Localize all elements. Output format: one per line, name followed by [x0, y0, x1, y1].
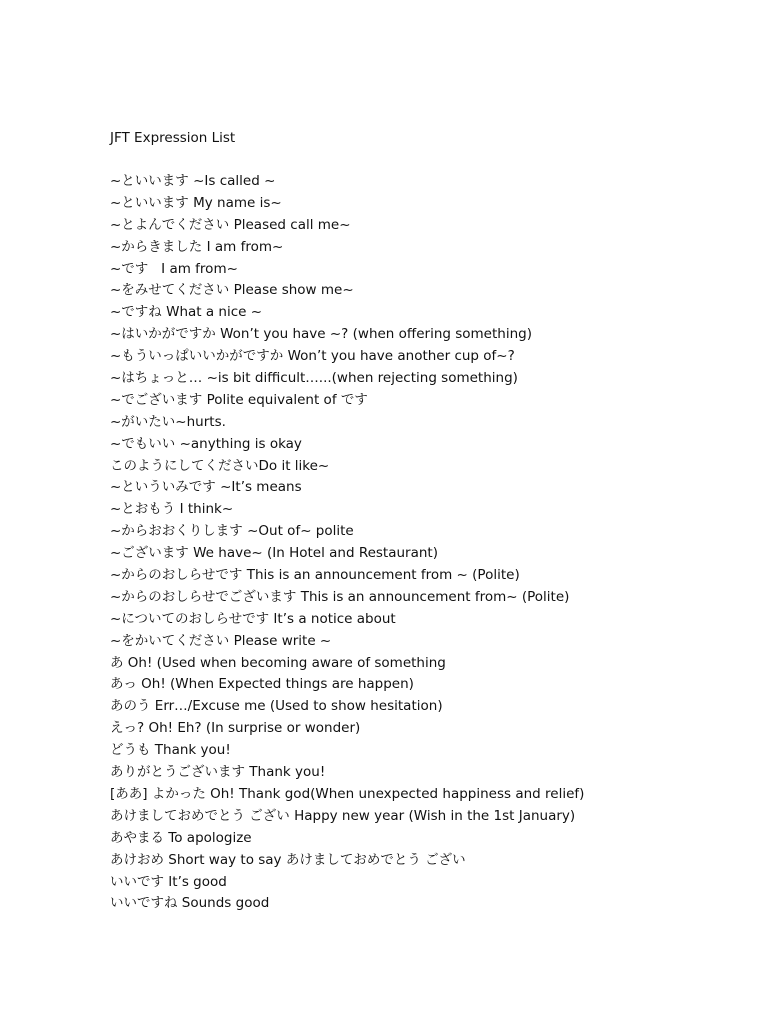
- expression-line: どうも Thank you!: [110, 742, 231, 759]
- expression-line: あのう Err…/Excuse me (Used to show hesitation): [110, 698, 443, 715]
- expression-line: ~についてのおしらせです It’s a notice about: [110, 610, 396, 627]
- expression-line: ~とおもう I think~: [110, 501, 234, 518]
- expression-list: [110, 171, 750, 915]
- expression-line: あ Oh! (Used when becoming aware of something: [110, 654, 446, 671]
- expression-line: あけおめ Short way to say あけましておめでとう ござい: [110, 851, 466, 868]
- expression-line: ~ございます We have~ (In Hotel and Restaurant): [110, 545, 438, 562]
- expression-line: あやまる To apologize: [110, 829, 252, 846]
- expression-line: ~からのおしらせです This is an announcement from ~ (Polite): [110, 567, 520, 584]
- expression-line: ~もういっぱいいかがですか Won’t you have another cup of~?: [110, 348, 515, 365]
- expression-line: ~といいます My name is~: [110, 194, 282, 211]
- document-page: [110, 128, 750, 915]
- expression-line: あけましておめでとう ござい Happy new year (Wish in the 1st January): [110, 807, 576, 824]
- expression-line: いいです It’s good: [110, 873, 227, 890]
- expression-line: ~とよんでください Pleased call me~: [110, 216, 351, 233]
- expression-line: えっ? Oh! Eh? (In surprise or wonder): [110, 720, 361, 737]
- expression-line: ~でございます Polite equivalent of です: [110, 391, 368, 408]
- expression-line: ~はいかがですか Won’t you have ~? (when offering something): [110, 326, 532, 343]
- document-title: JFT Expression List: [110, 130, 236, 146]
- expression-line: ~です I am from~: [110, 260, 238, 277]
- expression-line: ~はちょっと… ~is bit difficult…...(when rejecting something): [110, 370, 518, 387]
- expression-line: ~がいたい~hurts.: [110, 413, 226, 430]
- expression-line: [ああ] よかった Oh! Thank god(When unexpected happiness and relief): [110, 785, 585, 802]
- expression-line: ~ですね What a nice ~: [110, 304, 263, 321]
- expression-line: ありがとうございます Thank you!: [110, 764, 326, 781]
- expression-line: ~からきました I am from~: [110, 238, 284, 255]
- expression-line: ~をみせてください Please show me~: [110, 282, 354, 299]
- expression-line: このようにしてくださいDo it like~: [110, 457, 330, 474]
- expression-line: ~といういみです ~It’s means: [110, 479, 302, 496]
- expression-line: ~からおおくりします ~Out of~ polite: [110, 523, 354, 540]
- expression-line: ~からのおしらせでございます This is an announcement from~ (Polite): [110, 588, 570, 605]
- expression-line: あっ Oh! (When Expected things are happen): [110, 676, 414, 693]
- expression-line: ~でもいい ~anything is okay: [110, 435, 302, 452]
- expression-line: ~といいます ~Is called ~: [110, 173, 276, 189]
- expression-line: ~をかいてください Please write ~: [110, 632, 332, 649]
- expression-line: いいですね Sounds good: [110, 895, 270, 912]
